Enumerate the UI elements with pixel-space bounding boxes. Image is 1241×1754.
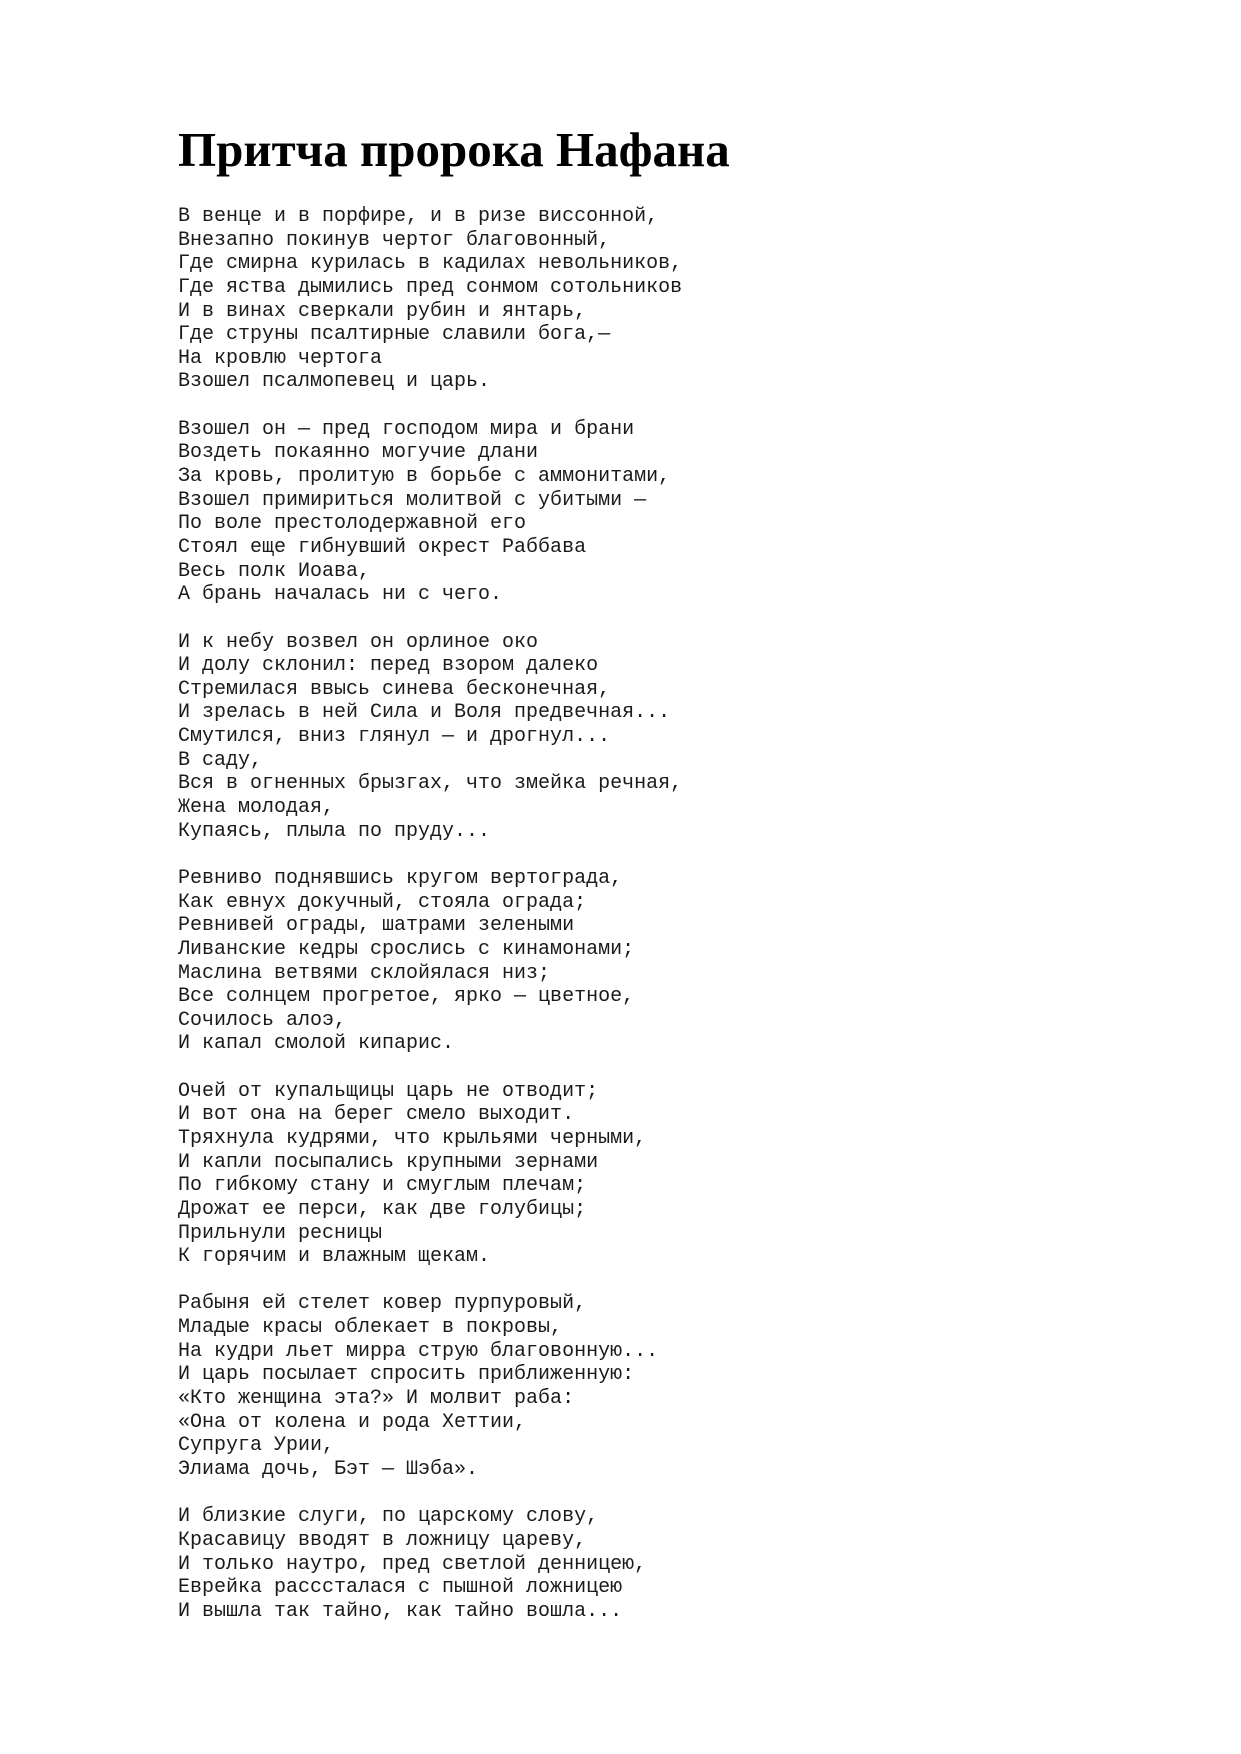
poem-line: Жена молодая,	[178, 796, 335, 820]
poem-line: И вышла так тайно, как тайно вошла...	[178, 1599, 623, 1623]
poem-line: Рабыня ей стелет ковер пурпуровый,	[178, 1292, 587, 1316]
poem-line: Прильнули ресницы	[178, 1221, 383, 1245]
poem-line: И царь посылает спросить приближенную:	[178, 1363, 635, 1387]
poem-line: Взошел он — пред господом мира и брани	[178, 417, 635, 441]
poem-line: Ревниво поднявшись кругом вертограда,	[178, 866, 623, 890]
poem-line: Воздеть покаянно могучие длани	[178, 441, 539, 465]
poem-line: Взошел псалмопевец и царь.	[178, 370, 491, 394]
poem-line: И зрелась в ней Сила и Воля предвечная...	[178, 701, 671, 725]
stanza-7	[178, 1505, 1178, 1623]
poem-line: Стремилася ввысь синева бесконечная,	[178, 677, 611, 701]
poem-line: «Кто женщина эта?» И молвит раба:	[178, 1387, 575, 1411]
poem-line: Где яства дымились пред сонмом сотольников	[178, 275, 683, 299]
stanza-5	[178, 1080, 1178, 1269]
poem-line: И долу склонил: перед взором далеко	[178, 654, 599, 678]
poem-line: Тряхнула кудрями, что крыльями черными,	[178, 1126, 647, 1150]
poem-line: Где струны псалтирные славили бога,—	[178, 323, 611, 347]
poem-line: Весь полк Иоава,	[178, 559, 371, 583]
poem-line: Младые красы облекает в покровы,	[178, 1316, 563, 1340]
poem-line: На кровлю чертога	[178, 346, 383, 370]
poem-line: И близкие слуги, по царскому слову,	[178, 1505, 599, 1529]
poem-line: «Она от колена и рода Хеттии,	[178, 1410, 527, 1434]
page-title: Притча пророка Нафана	[178, 122, 730, 177]
poem-line: К горячим и влажным щекам.	[178, 1245, 491, 1269]
stanza-1	[178, 205, 1178, 394]
poem-line: И только наутро, пред светлой денницею,	[178, 1552, 647, 1576]
poem-line: Ливанские кедры срослись с кинамонами;	[178, 937, 635, 961]
poem-line: А брань началась ни с чего.	[178, 583, 503, 607]
poem-line: В венце и в порфире, и в ризе виссонной,	[178, 205, 659, 228]
poem-line: Взошел примириться молитвой с убитыми —	[178, 488, 647, 512]
stanza-3	[178, 631, 1178, 844]
poem-line: Внезапно покинув чертог благовонный,	[178, 228, 611, 252]
poem-line: Очей от купальщицы царь не отводит;	[178, 1079, 599, 1103]
poem-line: Смутился, вниз глянул — и дрогнул...	[178, 725, 611, 749]
poem-line: Стоял еще гибнувший окрест Раббава	[178, 535, 587, 559]
poem-line: И капал смолой кипарис.	[178, 1032, 455, 1056]
poem-line: Все солнцем прогретое, ярко — цветное,	[178, 985, 635, 1009]
poem-line: Где смирна курилась в кадилах невольников,	[178, 252, 683, 276]
poem-line: Супруга Урии,	[178, 1434, 335, 1458]
poem-line: На кудри льет мирра струю благовонную...	[178, 1339, 659, 1363]
poem-line: Еврейка расссталася с пышной ложницею	[178, 1576, 623, 1600]
poem-line: Дрожат ее перси, как две голубицы;	[178, 1197, 587, 1221]
poem-line: За кровь, пролитую в борьбе с аммонитами,	[178, 465, 671, 489]
poem-line: И в винах сверкали рубин и янтарь,	[178, 299, 587, 323]
poem-line: По воле престолодержавной его	[178, 512, 527, 536]
poem-line: И вот она на берег смело выходит.	[178, 1103, 575, 1127]
poem-line: По гибкому стану и смуглым плечам;	[178, 1174, 587, 1198]
poem-line: Как евнух докучный, стояла ограда;	[178, 890, 587, 914]
poem-line: Ревнивей ограды, шатрами зелеными	[178, 914, 575, 938]
poem-body	[178, 205, 1178, 1647]
poem-line: В саду,	[178, 748, 263, 772]
poem-line: Маслина ветвями склойялася низ;	[178, 961, 551, 985]
poem-line: Купаясь, плыла по пруду...	[178, 819, 491, 843]
poem-line: И к небу возвел он орлиное око	[178, 630, 539, 654]
poem-line: Вся в огненных брызгах, что змейка речная,	[178, 772, 683, 796]
stanza-2	[178, 418, 1178, 607]
poem-line: Элиама дочь, Бэт — Шэба».	[178, 1457, 479, 1481]
stanza-6	[178, 1292, 1178, 1481]
stanza-4	[178, 867, 1178, 1056]
poem-line: Красавицу вводят в ложницу цареву,	[178, 1528, 587, 1552]
poem-line: Сочилось алоэ,	[178, 1008, 347, 1032]
poem-line: И капли посыпались крупными зернами	[178, 1150, 599, 1174]
